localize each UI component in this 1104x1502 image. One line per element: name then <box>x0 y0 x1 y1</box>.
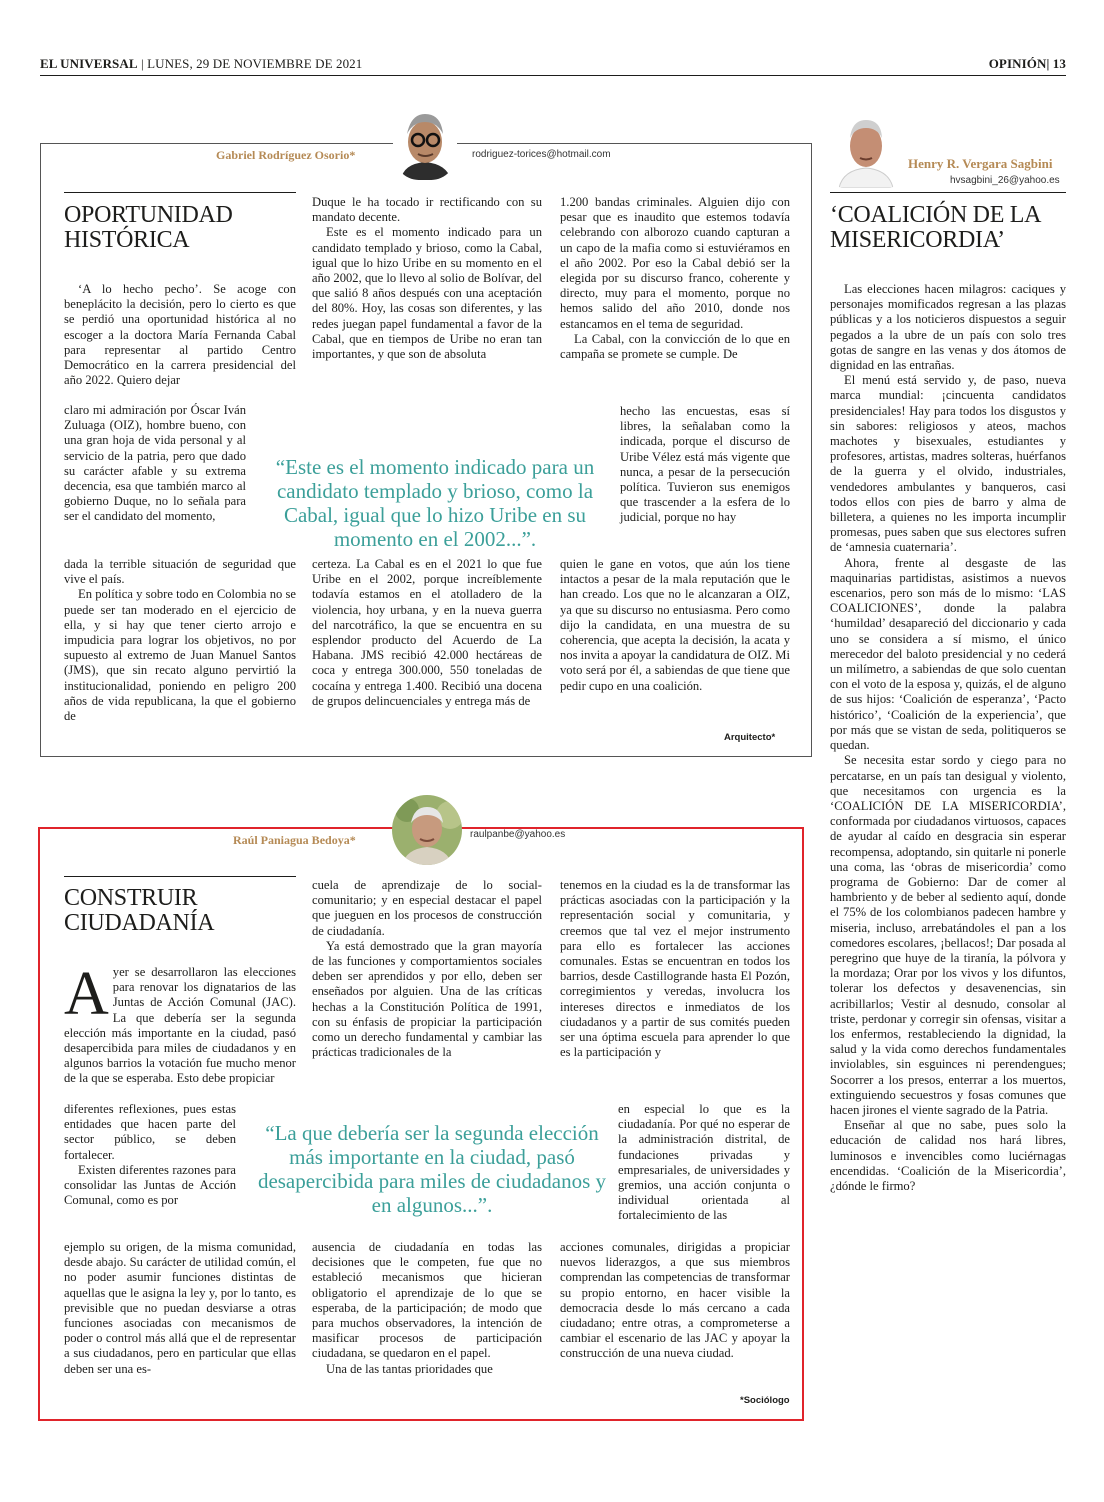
article2-col3-top: tenemos en la ciudad es la de transformar las prácticas asociadas con la participación y la representación social y comunitaria, y creemos que tal vez el mejor instrumento para ello es fortalecer las acciones comunales. Estas se encuentran en todos los barrios, desde Castillogrande hasta El Pozón, corregimientos y veredas, involucra los intereses directos e inmediatos de los ciudadanos y a partir de sus comités pueden ser una óptima escuela para aprender lo que es la participación y <box>560 878 790 1060</box>
article1-col2-bot: certeza. La Cabal es en el 2021 lo que fue Uribe en el 2002, porque increíblemente todavía estamos en el atolladero de la violencia, hoy urbana, y en la nueva guerra del narcotráfico, la que se encuentra en su esplendor producto del Acuerdo de La Habana. JMS recibió 42.000 hectáreas de coca y entrega 300.000, 550 toneladas de cocaína y entrega 1.400. Recibió una docena de grupos delincuenciales y entrega más de <box>312 557 542 708</box>
article2-signature: *Sociólogo <box>740 1395 790 1406</box>
article1-col3-top: 1.200 bandas criminales. Alguien dijo con pesar que es inaudito que estemos todavía celebrando con alborozo cuando capturan a un capo de la mafia como si estuviéramos en el año 2002. Por eso la Cabal debió ser la elegida por su discurso franco, coherente y directo, muy para el momento, porque no hemos salido del año 2010, donde nos estancamos en el tema de seguridad. La Cabal, con la convicción de lo que en campaña se promete se cumple. De <box>560 195 790 362</box>
newspaper-name: EL UNIVERSAL <box>40 56 138 71</box>
article1-col3-mid: hecho las encuestas, esas sí libres, la señalaban como la indicada, porque el discurso de Uribe Vélez está más vigente que nunca, a pesar de la persecución política. Tuvieron sus enemigos que trascender a la esfera de lo judicial, porque no hay <box>620 404 790 525</box>
article3-author: Henry R. Vergara Sagbini <box>908 156 1053 171</box>
article2-author: Raúl Paniagua Bedoya* <box>233 833 356 847</box>
article3-title-rule <box>830 192 1066 193</box>
article2-col2-top: cuela de aprendizaje de lo social-comunitario; y en especial destacar el papel que jueguen en los procesos de construcción de ciudadanía. Ya está demostrado que la gran mayoría de las funciones y comportamientos sociales deben ser aprendidos y por ello, deben ser enseñados por alguien. Una de las críticas hechas a la Constitución Política de 1991, con su énfasis de propiciar la participación como un derecho fundamental y cambiar las prácticas tradicionales de la <box>312 878 542 1060</box>
article1-col1-bot: dada la terrible situación de seguridad que vive el país. En política y sobre todo en Colombia no se puede ser tan moderado en el ejercicio de ella, y si hay que tener cierto arrojo e impudicia para lograr los objetivos, no por supuesto al extremo de Juan Manuel Santos (JMS), que sin recato alguno pervirtió la institucionalidad, poniendo en peligro 200 años de vida republicana, la que el gobierno de <box>64 557 296 724</box>
article2-col3-bot: acciones comunales, dirigidas a propiciar nuevos liderazgos, a que sus miembros comprendan las competencias de transformar su propio entorno, en hacer visible la democracia desde lo más cercano a cada ciudadano; entre otras, a comprometerse a cambiar el escenario de las JAC y apoyar la construcción de una nueva ciudad. <box>560 1240 790 1361</box>
section-name: OPINIÓN <box>988 56 1047 71</box>
article2-col1-bot: ejemplo su origen, de la misma comunidad, desde abajo. Su carácter de utilidad común, el no poder asumir funciones distintas de aquellas que le asigna la ley y, por lo tanto, es previsible que no puedan desviarse a otras funciones asociadas con mecanismos de poder o control más allá que el de representar a sus ciudadanos, pero en particular que ellas deben ser una es- <box>64 1240 296 1376</box>
article1-col2-top: Duque le ha tocado ir rectificando con su mandato decente. Este es el momento indicado para un candidato templado y brioso, como la Cabal, igual que lo hizo Uribe en su momento en el año 2002, que lo llevo al solio de Bolívar, del que salió 8 años después con una aceptación del 80%. Hoy, las cosas son diferentes, y las redes juegan papel fundamental a favor de la Cabal, que en tiempos de Uribe no eran tan importantes, y que son de absoluta <box>312 195 542 362</box>
dropcap: A <box>64 960 109 1028</box>
header-rule <box>40 75 1066 76</box>
article2-col1-top: Ayer se desarrollaron las elecciones para renovar los dignatarios de las Juntas de Acción Comunal (JAC). La que debería ser la segunda elección más importante en la ciudad, pasó desapercibida para miles de ciudadanos y en algunos barrios la votación fue mucho menor de la que se esperaba. Esto debe propiciar <box>64 960 296 1086</box>
article3-author-photo <box>835 112 897 188</box>
article1-author: Gabriel Rodríguez Osorio* <box>216 148 356 162</box>
page-number: 13 <box>1052 56 1066 71</box>
article2-title-rule <box>64 876 296 877</box>
article2-email: raulpanbe@yahoo.es <box>470 829 566 840</box>
page-header-left: EL UNIVERSAL | LUNES, 29 DE NOVIEMBRE DE 2021 <box>40 56 363 71</box>
article3-email: hvsagbini_26@yahoo.es <box>950 175 1060 186</box>
article2-col2-bot: ausencia de ciudadanía en todas las decisiones que le competen, fue que no estableció mecanismos que hicieran obligatorio el aprendizaje de lo que se esperaba, de la participación; de modo que para muchos observadores, la intención de masificar procesos de participación ciudadana, se quedaron en el papel. Una de las tantas prioridades que <box>312 1240 542 1376</box>
article2-pullquote: “La que debería ser la segunda elección más importante en la ciudad, pasó desapercibida para miles de ciudadanos y en algunos...”. <box>257 1121 607 1217</box>
article2-author-photo <box>392 795 462 865</box>
page-header-right: OPINIÓN| 13 <box>988 56 1066 71</box>
article1-pullquote: “Este es el momento indicado para un candidato templado y brioso, como la Cabal, igual que lo hizo Uribe en su momento en el 2002...”. <box>275 455 595 551</box>
article3-body: Las elecciones hacen milagros: caciques y personajes momificados regresan a las plazas públicas y a los noticieros dispuestos a seguir pegados a la ubre de un país con solo tres gotas de sangre en las venas y dos átomos de dignidad en las entrañas. El menú está servido y, de paso, nueva marca mundial: ¡cincuenta candidatos presidenciales! Hay para todos los disgustos y sin sabores: religiosos y ateos, machos machotes y bisexuales, estudiantes y profesores, artistas, madres solteras, huérfanos de la guerra y el olvido, industriales, vendedores ambulantes y banqueros, casi todos ellos con pies de barro y alma de billetera, a quienes no les importa incumplir promesas, pues saben que sus electores sufren de ‘amnesia cuaternaria’. Ahora, frente al desgaste de las maquinarias partidistas, asistimos a nuevos escenarios, pero son más de lo mismo: ‘LAS COALICIONES’, donde la palabra ‘humildad’ desapareció del diccionario y cada uno se considera a sí mismo, el único merecedor del baloto presidencial y no cederá un milímetro, a sabiendas de que solo cuentan con el voto de la esposa y, quizás, el de alguno de sus hijos: ‘Coalición de esperanza’, ‘Pacto histórico’, ‘Coalición de la experiencia’, que por más que se vistan de seda, politiqueros se quedan. Se necesita estar sordo y ciego para no percatarse, en un país tan desigual y violento, que necesitamos con urgencia es la ‘COALICIÓN DE LA MISERICORDIA’, conformada por ciudadanos virtuosos, capaces de ayudar al caído en desgracia sin esperar recompensa, adoptando, sin quitarle ni ponerle una coma, las ‘obras de misericordia’ como programa de Gobierno: Dar de comer al hambriento y de beber al sediento aquí, donde el 75% de los colombianos padecen hambre y miseria, incluso, arrebatándoles el pan a los comedores escolares, ¡bellacos!; Dar posada al peregrino que huye de la tiranía, la pólvora y la mordaza; Orar por los vivos y los difuntos, tolerar los defectos y desavenencias, sin acribillarlos; Vestir al desnudo, consolar al triste, perdonar y corregir sin ofensas, visitar a los enfermos, restableciendo la dignidad, la salud y la vida como derechos fundamentales inviolables, sin esguinces ni perendengues; Socorrer a los presos, enterrar a los muertos, extinguiendo secuestros y fosas comunes que hacen jirones el viente sagrado de la Patria. Enseñar al que no sabe, pues solo la educación de calidad nos hará libres, luminosos e invencibles como luciérnagas encendidas. ‘Coalición de la Misericordia’, ¿dónde le firmo? <box>830 282 1066 1193</box>
article1-title: OPORTUNIDAD HISTÓRICA <box>64 202 233 253</box>
header-date: LUNES, 29 DE NOVIEMBRE DE 2021 <box>147 56 363 71</box>
article1-title-rule <box>64 192 296 193</box>
article2-col1-mid: diferentes reflexiones, pues estas entidades que hacen parte del sector público, se deben fortalecer. Existen diferentes razones para consolidar las Juntas de Acción Comunal, como es por <box>64 1102 236 1208</box>
article1-signature: Arquitecto* <box>724 732 776 743</box>
article3-title: ‘COALICIÓN DE LA MISERICORDIA’ <box>830 202 1042 253</box>
article2-title: CONSTRUIR CIUDADANÍA <box>64 885 215 936</box>
article1-col1-mid: claro mi admiración por Óscar Iván Zuluaga (OIZ), hombre bueno, con una gran hoja de vida personal y al servicio de la patria, pero que dado su carácter afable y su extrema decencia, esa que también marco al gobierno Duque, no lo señala para ser el candidato del momento, <box>64 403 246 524</box>
article1-col3-bot: quien le gane en votos, que aún los tiene intactos a pesar de la mala reputación que le han creado. Los que no le alcanzaran a OIZ, ya que su discurso no entusiasma. Pero como dijo la candidata, en una muestra de su coherencia, que acepta la decisión, la acata y nos invita a apoyar la candidatura de OIZ. Mi voto será por él, a sabiendas de que tiene que pedir cupo en una coalición. <box>560 557 790 693</box>
article1-col1-top: ‘A lo hecho pecho’. Se acoge con beneplácito la decisión, pero lo cierto es que se perdió una oportunidad histórica al no escoger a la doctora María Fernanda Cabal para representar al partido Centro Democrático en la carrera presidencial del año 2022. Quiero dejar <box>64 282 296 388</box>
article1-author-photo <box>393 108 457 180</box>
article2-col3-mid: en especial lo que es la ciudadanía. Por qué no esperar de la administración distrital, de fundaciones privadas y empresariales, de universidades y gremios, una acción conjunta o individual orientada al fortalecimiento de las <box>618 1102 790 1223</box>
article1-email: rodriguez-torices@hotmail.com <box>472 149 611 160</box>
